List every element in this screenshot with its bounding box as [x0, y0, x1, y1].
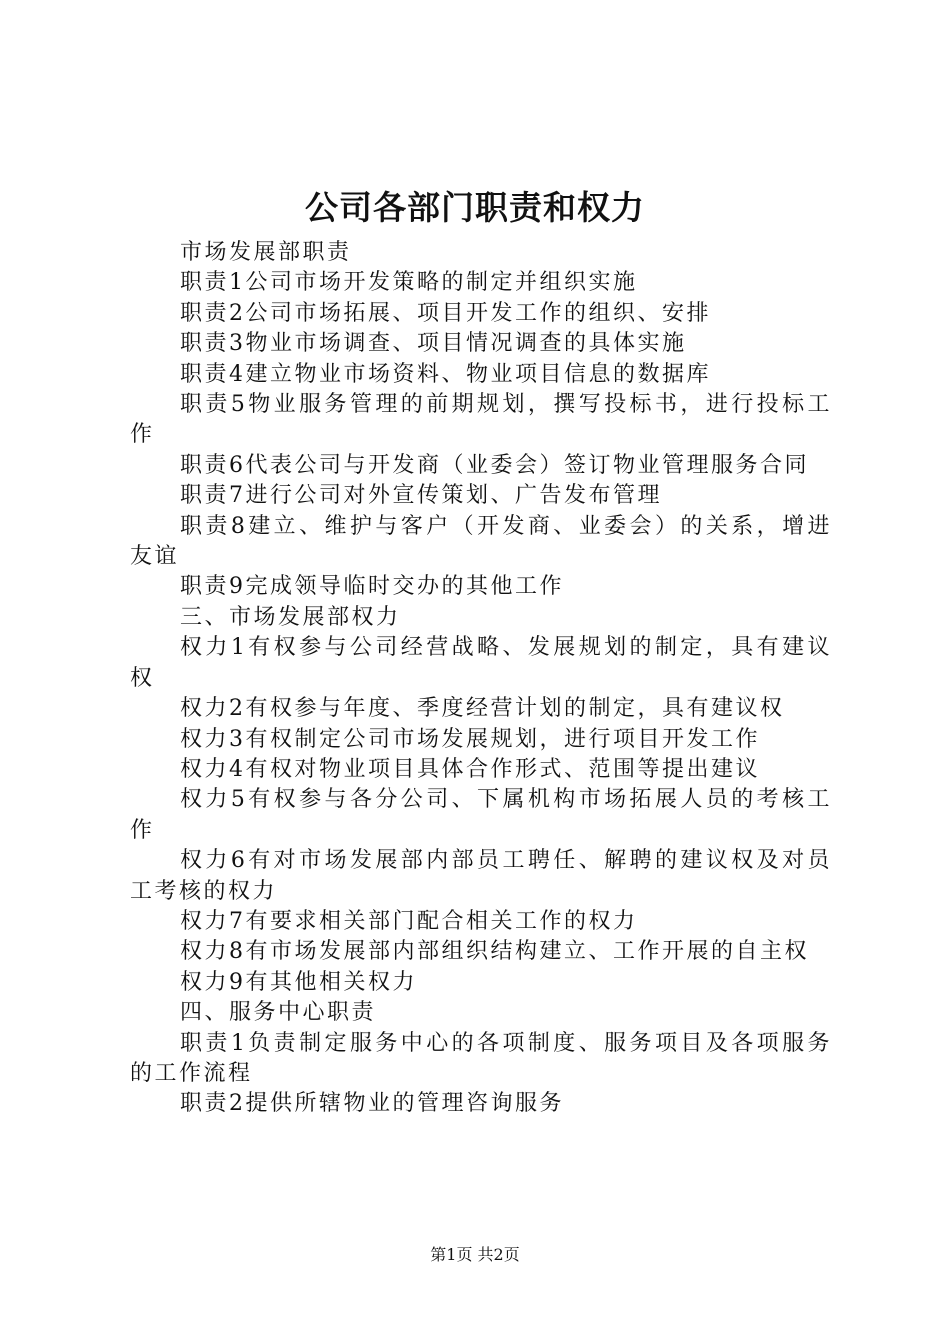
section-heading: 三、市场发展部权力 [180, 604, 401, 630]
paragraph: 职责3物业市场调查、项目情况调查的具体实施 [180, 331, 687, 357]
paragraph: 权力1有权参与公司经营战略、发展规划的制定，具有建议权 [130, 635, 832, 691]
document-title: 公司各部门职责和权力 [305, 188, 645, 227]
page-footer: 第1页 共2页 [430, 1245, 520, 1264]
paragraph: 职责2公司市场拓展、项目开发工作的组织、安排 [180, 300, 711, 326]
paragraph: 市场发展部职责 [180, 240, 352, 265]
paragraph: 职责8建立、维护与客户（开发商、业委会）的关系，增进友谊 [130, 513, 832, 570]
paragraph: 职责9完成领导临时交办的其他工作 [180, 574, 564, 600]
paragraph: 职责5物业服务管理的前期规划，撰写投标书，进行投标工作 [130, 392, 832, 448]
paragraph: 权力6有对市场发展部内部员工聘任、解聘的建议权及对员工考核的权力 [130, 848, 832, 904]
paragraph: 权力3有权制定公司市场发展规划，进行项目开发工作 [180, 726, 760, 752]
paragraph: 职责6代表公司与开发商（业委会）签订物业管理服务合同 [180, 452, 809, 478]
paragraph: 职责1公司市场开发策略的制定并组织实施 [180, 270, 638, 296]
paragraph: 权力8有市场发展部内部组织结构建立、工作开展的自主权 [180, 939, 809, 965]
document-body [130, 238, 832, 1120]
section-heading: 四、服务中心职责 [180, 1000, 377, 1026]
paragraph: 权力9有其他相关权力 [180, 969, 417, 995]
paragraph: 权力2有权参与年度、季度经营计划的制定，具有建议权 [180, 696, 785, 722]
paragraph: 职责1负责制定服务中心的各项制度、服务项目及各项服务的工作流程 [130, 1030, 832, 1086]
paragraph: 职责2提供所辖物业的管理咨询服务 [180, 1091, 564, 1117]
paragraph: 职责7进行公司对外宣传策划、广告发布管理 [180, 483, 662, 509]
paragraph: 权力5有权参与各分公司、下属机构市场拓展人员的考核工作 [130, 787, 832, 843]
paragraph: 权力4有权对物业项目具体合作形式、范围等提出建议 [180, 756, 760, 782]
paragraph: 权力7有要求相关部门配合相关工作的权力 [180, 908, 638, 934]
paragraph: 职责4建立物业市场资料、物业项目信息的数据库 [180, 361, 711, 387]
